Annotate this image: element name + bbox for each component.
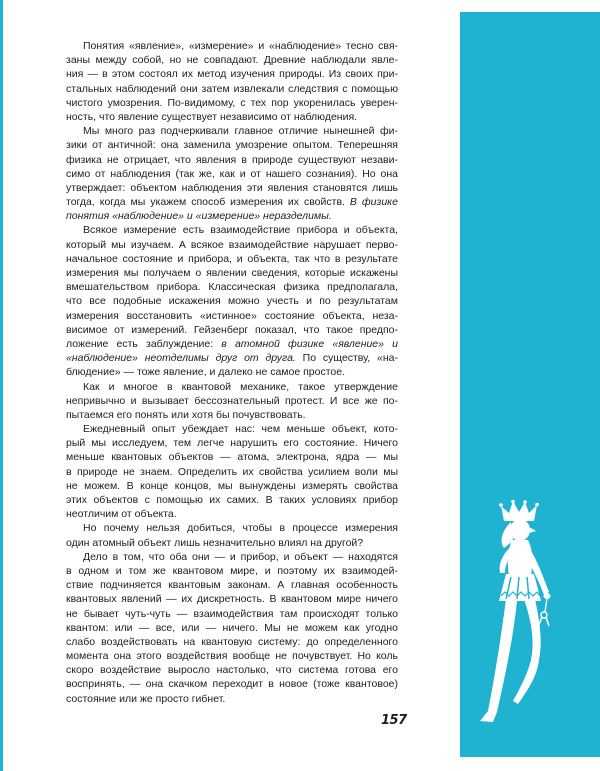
text-line [66, 195, 398, 209]
text-line: чистого умозрения. По-видимому, с тех пор укоренилась уверен- [66, 96, 398, 109]
paragraph [66, 380, 398, 423]
text-line: висимое от измерений. Гейзенберг показал, что такое предпо- [66, 323, 398, 336]
text-segment: тогда, когда мы укажем способ измерения их свойств. [66, 196, 350, 209]
text-segment: ложение есть заблуждение: [66, 337, 222, 350]
skirt-shape [499, 574, 541, 601]
italic-emphasis: В физике [349, 196, 398, 209]
text-line: Ежедневный опыт убеждает нас: чем меньше объект, кото- [83, 423, 398, 436]
text-line: один атомный объект лишь незначительно влиял на другой? [66, 536, 364, 549]
text-line: физика не отрицает, что явления в природе существуют незави- [66, 153, 398, 166]
side-color-panel [460, 12, 600, 757]
text-line: ность, что явление существует независимо от наблюдения. [66, 110, 358, 123]
bent-leg-shape [513, 599, 541, 704]
text-line: момента она этого воздействия вообще не почувствует. Но коль [66, 650, 398, 663]
text-line: скоро воздействие выросло настолько, что система готова его [66, 664, 398, 677]
standing-leg-shape [480, 599, 517, 722]
text-line: Как и многое в квантовой механике, такое утверждение [83, 380, 398, 393]
text-line: ния — в этом состоял их метод изучения природы. Из своих при- [66, 68, 398, 81]
text-line: Понятия «явление», «измерение» и «наблюдение» тесно свя- [83, 40, 398, 52]
keys-string [545, 598, 547, 612]
text-line: пытаемся его понять или хотя бы почувствовать. [66, 408, 306, 421]
text-line: в одном и том же квантовом мире, и поэтому их взаимодей- [66, 564, 398, 577]
text-line: заны между собой, но не совпадают. Древние наблюдали явле- [66, 54, 398, 67]
paragraph [66, 550, 398, 706]
crown-tip [499, 503, 503, 507]
paragraph [66, 124, 398, 223]
text-line: не бывает чуть-чуть — взаимодействия там происходят только [66, 607, 398, 620]
text-line: вмешательством прибора. Классическая физика предполагала, [66, 281, 398, 294]
text-line: не можем. В конце концов, мы вынуждены измерять свойства [66, 479, 398, 492]
italic-emphasis: «наблюдение» неотделимы друг от друга. [66, 352, 296, 365]
text-line: рый мы исследуем, тем легче нарушить его состояние. Ничего [66, 437, 398, 450]
text-line: непривычно и вызывает бессознательный протест. И все же по- [66, 394, 398, 407]
nose-shape [529, 527, 536, 533]
text-line: блюдение» — тоже явление, и далеко не самое простое. [66, 366, 346, 379]
italic-emphasis: в атомной физике «явление» и [221, 337, 398, 350]
head-shape [510, 519, 530, 541]
text-line: измерения мы получаем о явлении сведения, которые искажены [66, 267, 398, 279]
crown-tip [523, 500, 527, 504]
italic-emphasis-line: понятия «наблюдение» и «измерение» неразделимы. [66, 210, 332, 223]
paragraph [66, 422, 398, 521]
crown-shape [501, 501, 537, 521]
text-line: утверждает: объектом наблюдения эти явления становятся лишь [66, 181, 398, 194]
left-edge-strip [0, 0, 3, 771]
text-line: симо от наблюдения (так же, как и от нашего сознания). Но она [66, 167, 398, 180]
crown-tip [511, 500, 515, 503]
text-line: стальных наблюдений они затем извлекали следствия с помощью [66, 82, 398, 95]
body-text [66, 39, 398, 706]
text-line: который мы изучаем. А всякое взаимодействие нарушает перво- [66, 238, 398, 251]
text-line [66, 351, 398, 365]
text-line: Дело в том, что оба они — и прибор, и объект — находятся [83, 550, 398, 563]
dancing-figure-illustration [474, 500, 574, 730]
text-line: Мы много раз подчеркивали главное отличие нынешней фи- [83, 125, 398, 138]
text-line: измерения восстановить «истинное» состояние объекта, неза- [66, 309, 398, 322]
text-segment: По существу, «на- [295, 352, 398, 365]
text-line: воспринять, — она скачком переходит в новое (тоже квантовое) [66, 678, 398, 691]
text-line: ствие подчиняется квантовым законам. А главная особенность [66, 579, 398, 592]
text-line: квантом: или — все, или — ничего. Мы не можем как угодно [66, 621, 398, 634]
text-line: квантовых явлений — их дискретность. В квантовом мире ничего [66, 593, 398, 606]
text-line: начальное состояние и прибора, и объекта, так что в результате [66, 252, 398, 265]
paragraph [66, 223, 398, 379]
text-line: зики от античной: она заменила умозрение опытом. Теперешняя [66, 139, 398, 152]
text-line: слабо воздействовать на квантовую систему: до определенного [66, 635, 398, 648]
crown-tip [535, 503, 539, 507]
paragraph [66, 521, 398, 549]
text-line: Всякое измерение есть взаимодействие прибора и объекта, [83, 224, 398, 237]
text-line: неотличим от объекта. [66, 508, 177, 521]
text-line: в природе не знаем. Определить их свойства усилием воли мы [66, 465, 398, 478]
page-number: 157 [381, 713, 407, 728]
paragraph [66, 39, 398, 124]
text-line: этих объектов с помощью их самих. В таких условиях прибор [66, 494, 398, 506]
text-line: состояние или же просто гибнет. [66, 692, 226, 705]
text-line: что все подобные искажения можно учесть и по результатам [66, 295, 398, 308]
text-line [66, 337, 398, 351]
key-shaft [546, 617, 549, 626]
text-line: Но почему нельзя добиться, чтобы в процессе измерения [83, 522, 398, 535]
text-line: меньше квантовых объектов — атома, электрона, ядра — мы [66, 451, 398, 464]
